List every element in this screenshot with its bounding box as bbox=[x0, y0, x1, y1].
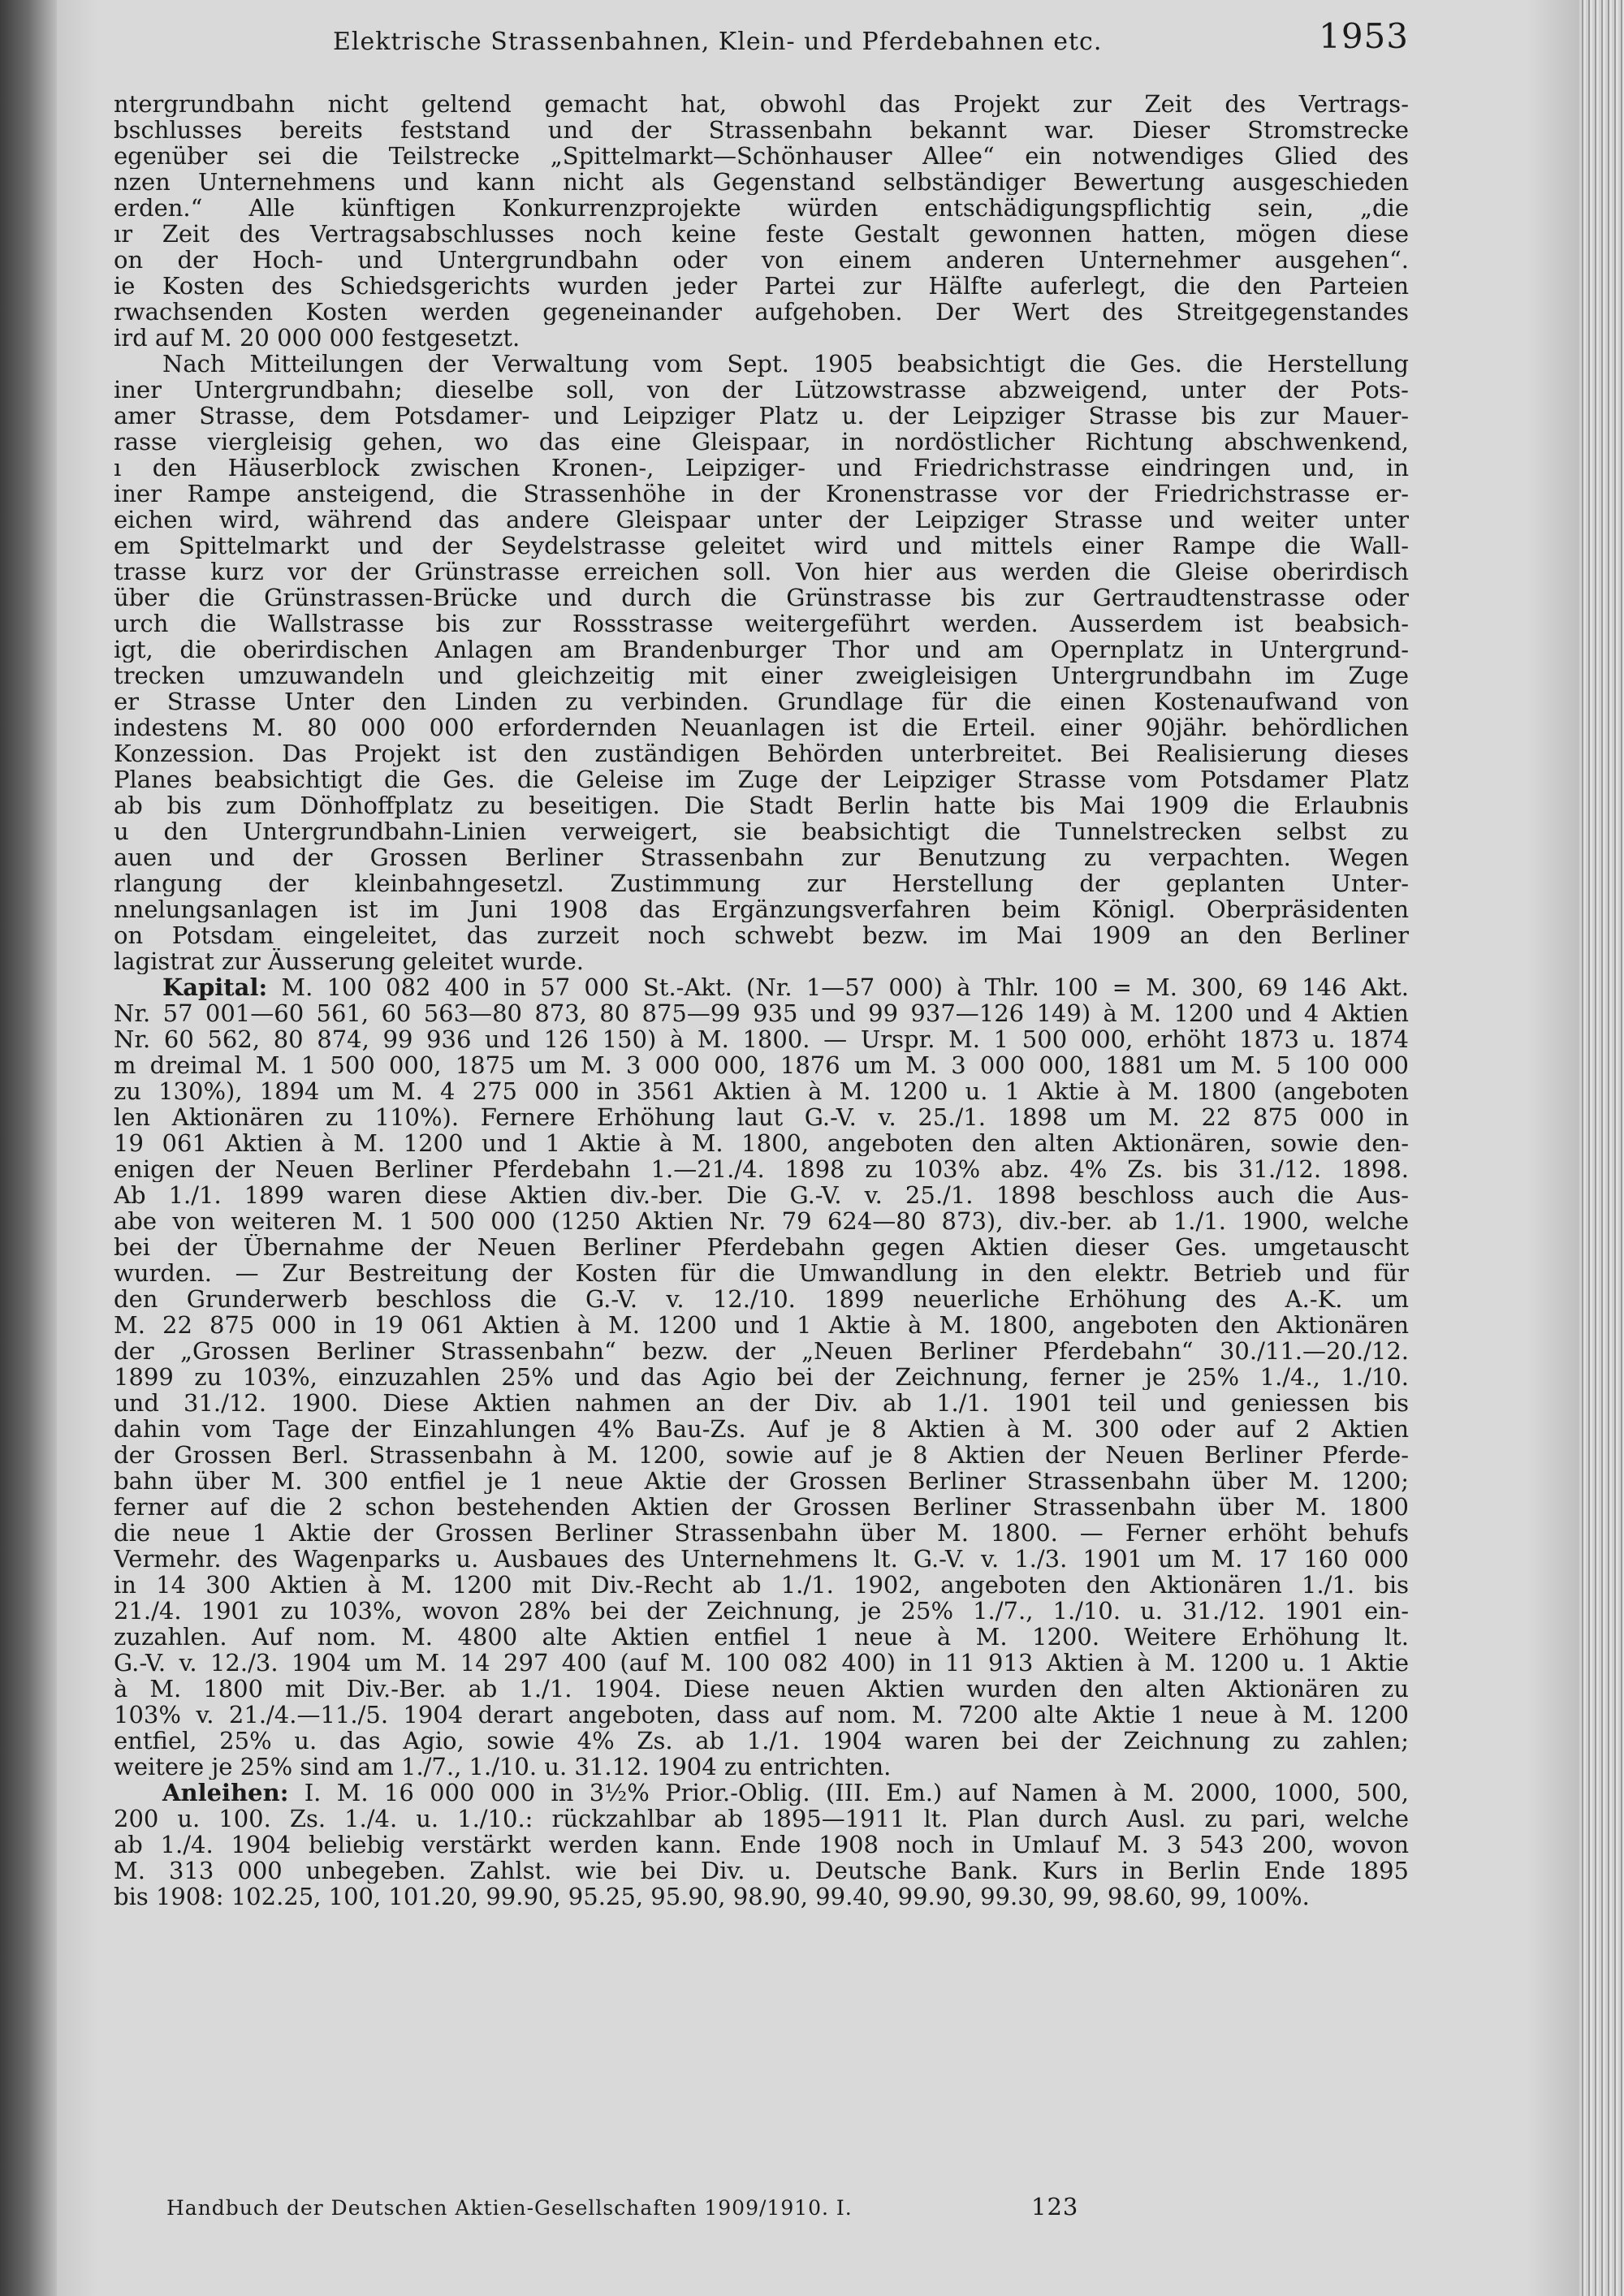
text-line bbox=[114, 1156, 1409, 1182]
text-line bbox=[114, 325, 1409, 351]
line-text: bis 1908: 102.25, 100, 101.20, 99.90, 95.25, 95.90, 98.90, 99.40, 99.90, 99.30, 99, 98.60, 99, 100%. bbox=[114, 1884, 1310, 1910]
page-footer bbox=[166, 2193, 1303, 2220]
line-text: Nr. 57 001—60 561, 60 563—80 873, 80 875—99 935 und 99 937—126 149) à M. 1200 und 4 Aktien bbox=[114, 1000, 1409, 1026]
page-number: 1953 bbox=[1319, 16, 1409, 56]
line-text: trasse kurz vor der Grünstrasse erreichen soll. Von hier aus werden die Gleise oberirdisch bbox=[114, 559, 1409, 585]
line-text: Nach Mitteilungen der Verwaltung vom Sept. 1905 beabsichtigt die Ges. die Herstellung bbox=[162, 351, 1409, 377]
text-line bbox=[114, 1442, 1409, 1468]
text-line bbox=[114, 740, 1409, 766]
line-text: em Spittelmarkt und der Seydelstrasse geleitet wird und mittels einer Rampe die Wall- bbox=[114, 533, 1409, 559]
text-line bbox=[114, 507, 1409, 533]
text-line bbox=[114, 1858, 1409, 1884]
text-line bbox=[114, 1416, 1409, 1442]
text-line bbox=[114, 1598, 1409, 1624]
text-line bbox=[114, 1780, 1409, 1806]
line-text: zuzahlen. Auf nom. M. 4800 alte Aktien entfiel 1 neue à M. 1200. Weitere Erhöhung lt. bbox=[114, 1624, 1409, 1650]
text-line bbox=[114, 792, 1409, 818]
line-text: ie Kosten des Schiedsgerichts wurden jeder Partei zur Hälfte auferlegt, die den Parteien bbox=[114, 273, 1409, 299]
line-text: den Grunderwerb beschloss die G.-V. v. 12./10. 1899 neuerliche Erhöhung des A.-K. um bbox=[114, 1286, 1409, 1312]
text-line bbox=[114, 1104, 1409, 1130]
text-line bbox=[114, 169, 1409, 195]
running-title: Elektrische Strassenbahnen, Klein- und Pferdebahnen etc. bbox=[333, 28, 1103, 56]
text-line bbox=[114, 273, 1409, 299]
text-line bbox=[114, 1546, 1409, 1572]
text-line bbox=[114, 1000, 1409, 1026]
text-line bbox=[114, 1728, 1409, 1754]
text-line bbox=[114, 1234, 1409, 1260]
section-label: Anleihen: bbox=[162, 1780, 289, 1806]
text-line bbox=[114, 1494, 1409, 1520]
line-text: iner Untergrundbahn; dieselbe soll, von der Lützowstrasse abzweigend, unter der Pots- bbox=[114, 377, 1409, 403]
text-line bbox=[114, 1364, 1409, 1390]
text-line bbox=[114, 1676, 1409, 1702]
text-line bbox=[114, 1052, 1409, 1078]
text-line bbox=[114, 1312, 1409, 1338]
line-text: u den Untergrundbahn-Linien verweigert, sie beabsichtigt die Tunnelstrecken selbst zu bbox=[114, 818, 1409, 844]
line-text: Nr. 60 562, 80 874, 99 936 und 126 150) à M. 1800. — Urspr. M. 1 500 000, erhöht 1873 u. 1874 bbox=[114, 1026, 1409, 1052]
line-text: igt, die oberirdischen Anlagen am Brandenburger Thor und am Opernplatz in Untergrund- bbox=[114, 637, 1409, 662]
line-text: und 31./12. 1900. Diese Aktien nahmen an der Div. ab 1./1. 1901 teil und geniessen bis bbox=[114, 1390, 1409, 1416]
line-text: dahin vom Tage der Einzahlungen 4% Bau-Zs. Auf je 8 Aktien à M. 300 oder auf 2 Aktien bbox=[114, 1416, 1409, 1442]
text-line bbox=[114, 429, 1409, 455]
text-line bbox=[114, 1754, 1409, 1780]
text-line bbox=[114, 377, 1409, 403]
text-line bbox=[114, 559, 1409, 585]
text-line bbox=[114, 922, 1409, 948]
line-text: ab bis zum Dönhoffplatz zu beseitigen. Die Stadt Berlin hatte bis Mai 1909 die Erlaubnis bbox=[114, 792, 1409, 818]
line-text: on der Hoch- und Untergrundbahn oder von einem anderen Unternehmer ausgehen“. bbox=[114, 247, 1409, 273]
line-text: bschlusses bereits feststand und der Strassenbahn bekannt war. Dieser Stromstrecke bbox=[114, 117, 1409, 143]
line-text: I. M. 16 000 000 in 3½% Prior.-Oblig. (III. Em.) auf Namen à M. 2000, 1000, 500, bbox=[304, 1780, 1409, 1806]
line-text: amer Strasse, dem Potsdamer- und Leipziger Platz u. der Leipziger Strasse bis zur Mauer- bbox=[114, 403, 1409, 429]
text-line bbox=[114, 1208, 1409, 1234]
line-text: entfiel, 25% u. das Agio, sowie 4% Zs. ab 1./1. 1904 waren bei der Zeichnung zu zahlen; bbox=[114, 1728, 1409, 1754]
book-spine-shadow bbox=[0, 0, 57, 2296]
line-text: 200 u. 100. Zs. 1./4. u. 1./10.: rückzahlbar ab 1895—1911 lt. Plan durch Ausl. zu pari, welche bbox=[114, 1806, 1409, 1832]
line-text: rasse viergleisig gehen, wo das eine Gleispaar, in nordöstlicher Richtung abschwenkend, bbox=[114, 429, 1409, 455]
line-text: indestens M. 80 000 000 erfordernden Neuanlagen ist die Erteil. einer 90jähr. behördlichen bbox=[114, 714, 1409, 740]
line-text: ab 1./4. 1904 beliebig verstärkt werden kann. Ende 1908 noch in Umlauf M. 3 543 200, wovon bbox=[114, 1832, 1409, 1858]
text-line bbox=[114, 1338, 1409, 1364]
line-text: ntergrundbahn nicht geltend gemacht hat, obwohl das Projekt zur Zeit des Vertrags- bbox=[114, 91, 1409, 117]
text-line bbox=[114, 1130, 1409, 1156]
line-text: nnelungsanlagen ist im Juni 1908 das Ergänzungsverfahren beim Königl. Oberpräsidenten bbox=[114, 896, 1409, 922]
line-text: ır Zeit des Vertragsabschlusses noch keine feste Gestalt gewonnen hatten, mögen diese bbox=[114, 221, 1409, 247]
section-label: Kapital: bbox=[162, 974, 268, 1000]
line-text: G.-V. v. 12./3. 1904 um M. 14 297 400 (auf M. 100 082 400) in 11 913 Aktien à M. 1200 u. 1 Aktie bbox=[114, 1650, 1409, 1676]
line-text: M. 100 082 400 in 57 000 St.-Akt. (Nr. 1—57 000) à Thlr. 100 = M. 300, 69 146 Akt. bbox=[281, 974, 1409, 1000]
page-stack-edge bbox=[1579, 0, 1624, 2296]
line-text: trecken umzuwandeln und gleichzeitig mit einer zweigleisigen Untergrundbahn im Zuge bbox=[114, 662, 1409, 688]
line-text: m dreimal M. 1 500 000, 1875 um M. 3 000 000, 1876 um M. 3 000 000, 1881 um M. 5 100 000 bbox=[114, 1052, 1409, 1078]
text-line bbox=[114, 1078, 1409, 1104]
text-line bbox=[114, 766, 1409, 792]
text-line bbox=[114, 1520, 1409, 1546]
text-line bbox=[114, 1572, 1409, 1598]
text-line bbox=[114, 870, 1409, 896]
line-text: 19 061 Aktien à M. 1200 und 1 Aktie à M. 1800, angeboten den alten Aktionären, sowie den- bbox=[114, 1130, 1409, 1156]
line-text: nzen Unternehmens und kann nicht als Gegenstand selbständiger Bewertung ausgeschieden bbox=[114, 169, 1409, 195]
line-text: rlangung der kleinbahngesetzl. Zustimmung zur Herstellung der geplanten Unter- bbox=[114, 870, 1409, 896]
line-text: à M. 1800 mit Div.-Ber. ab 1./1. 1904. Diese neuen Aktien wurden den alten Aktionären zu bbox=[114, 1676, 1409, 1702]
line-text: bahn über M. 300 entfiel je 1 neue Aktie der Grossen Berliner Strassenbahn über M. 1200; bbox=[114, 1468, 1409, 1494]
line-text: abe von weiteren M. 1 500 000 (1250 Aktien Nr. 79 624—80 873), div.-ber. ab 1./1. 1900, welche bbox=[114, 1208, 1409, 1234]
text-line bbox=[114, 585, 1409, 611]
text-line bbox=[114, 1260, 1409, 1286]
text-line bbox=[114, 143, 1409, 169]
text-line bbox=[114, 1884, 1409, 1910]
line-text: zu 130%), 1894 um M. 4 275 000 in 3561 Aktien à M. 1200 u. 1 Aktie à M. 1800 (angeboten bbox=[114, 1078, 1409, 1104]
page-body bbox=[114, 91, 1409, 1910]
line-text: rwachsenden Kosten werden gegeneinander aufgehoben. Der Wert des Streitgegenstandes bbox=[114, 299, 1409, 325]
text-line bbox=[114, 1624, 1409, 1650]
line-text: weitere je 25% sind am 1./7., 1./10. u. 31.12. 1904 zu entrichten. bbox=[114, 1754, 892, 1780]
text-line bbox=[114, 974, 1409, 1000]
line-text: eichen wird, während das andere Gleispaar unter der Leipziger Strasse und weiter unter bbox=[114, 507, 1409, 533]
line-text: len Aktionären zu 110%). Fernere Erhöhung laut G.-V. v. 25./1. 1898 um M. 22 875 000 in bbox=[114, 1104, 1409, 1130]
line-text: M. 22 875 000 in 19 061 Aktien à M. 1200 und 1 Aktie à M. 1800, angeboten den Aktionären bbox=[114, 1312, 1409, 1338]
line-text: auen und der Grossen Berliner Strassenbahn zur Benutzung zu verpachten. Wegen bbox=[114, 844, 1409, 870]
line-text: der „Grossen Berliner Strassenbahn“ bezw. der „Neuen Berliner Pferdebahn“ 30./11.—20./12. bbox=[114, 1338, 1409, 1364]
book-page bbox=[114, 16, 1409, 2273]
text-line bbox=[114, 948, 1409, 974]
text-line bbox=[114, 1702, 1409, 1728]
text-line bbox=[114, 195, 1409, 221]
line-text: Planes beabsichtigt die Ges. die Geleise im Zuge der Leipziger Strasse vom Potsdamer Platz bbox=[114, 766, 1409, 792]
line-text: Konzession. Das Projekt ist den zuständigen Behörden unterbreitet. Bei Realisierung dieses bbox=[114, 740, 1409, 766]
footer-text: Handbuch der Deutschen Aktien-Gesellschaften 1909/1910. I. bbox=[166, 2196, 853, 2220]
text-line bbox=[114, 1390, 1409, 1416]
text-line bbox=[114, 818, 1409, 844]
line-text: ı den Häuserblock zwischen Kronen-, Leipziger- und Friedrichstrasse eindringen und, in bbox=[114, 455, 1409, 481]
line-text: in 14 300 Aktien à M. 1200 mit Div.-Recht ab 1./1. 1902, angeboten den Aktionären 1./1. bis bbox=[114, 1572, 1409, 1598]
text-line bbox=[114, 1468, 1409, 1494]
line-text: on Potsdam eingeleitet, das zurzeit noch schwebt bezw. im Mai 1909 an den Berliner bbox=[114, 922, 1409, 948]
text-line bbox=[114, 714, 1409, 740]
text-line bbox=[114, 299, 1409, 325]
text-line bbox=[114, 896, 1409, 922]
text-line bbox=[114, 403, 1409, 429]
line-text: über die Grünstrassen-Brücke und durch die Grünstrasse bis zur Gertraudtenstrasse oder bbox=[114, 585, 1409, 611]
line-text: ferner auf die 2 schon bestehenden Aktien der Grossen Berliner Strassenbahn über M. 1800 bbox=[114, 1494, 1409, 1520]
line-text: wurden. — Zur Bestreitung der Kosten für die Umwandlung in den elektr. Betrieb und für bbox=[114, 1260, 1409, 1286]
line-text: der Grossen Berl. Strassenbahn à M. 1200, sowie auf je 8 Aktien der Neuen Berliner Pferde- bbox=[114, 1442, 1409, 1468]
text-line bbox=[114, 455, 1409, 481]
text-line bbox=[114, 481, 1409, 507]
running-header bbox=[114, 16, 1409, 73]
line-text: 21./4. 1901 zu 103%, wovon 28% bei der Zeichnung, je 25% 1./7., 1./10. u. 31./12. 1901 ein- bbox=[114, 1598, 1409, 1624]
line-text: er Strasse Unter den Linden zu verbinden. Grundlage für die einen Kostenaufwand von bbox=[114, 688, 1409, 714]
line-text: iner Rampe ansteigend, die Strassenhöhe in der Kronenstrasse vor der Friedrichstrasse er- bbox=[114, 481, 1409, 507]
text-line bbox=[114, 637, 1409, 662]
line-text: erden.“ Alle künftigen Konkurrenzprojekte würden entschädigungspflichtig sein, „die bbox=[114, 195, 1409, 221]
text-line bbox=[114, 688, 1409, 714]
line-text: lagistrat zur Äusserung geleitet wurde. bbox=[114, 948, 584, 974]
text-line bbox=[114, 1650, 1409, 1676]
line-text: urch die Wallstrasse bis zur Rossstrasse weitergeführt werden. Ausserdem ist beabsich- bbox=[114, 611, 1409, 637]
text-line bbox=[114, 533, 1409, 559]
line-text: ird auf M. 20 000 000 festgesetzt. bbox=[114, 325, 520, 351]
text-line bbox=[114, 351, 1409, 377]
line-text: 1899 zu 103%, einzuzahlen 25% und das Agio bei der Zeichnung, ferner je 25% 1./4., 1./10. bbox=[114, 1364, 1409, 1390]
line-text: Ab 1./1. 1899 waren diese Aktien div.-ber. Die G.-V. v. 25./1. 1898 beschloss auch die Aus- bbox=[114, 1182, 1409, 1208]
text-line bbox=[114, 1286, 1409, 1312]
text-line bbox=[114, 662, 1409, 688]
line-text: enigen der Neuen Berliner Pferdebahn 1.—21./4. 1898 zu 103% abz. 4% Zs. bis 31./12. 1898. bbox=[114, 1156, 1409, 1182]
text-line bbox=[114, 844, 1409, 870]
line-text: M. 313 000 unbegeben. Zahlst. wie bei Div. u. Deutsche Bank. Kurs in Berlin Ende 1895 bbox=[114, 1858, 1409, 1884]
text-line bbox=[114, 247, 1409, 273]
text-line bbox=[114, 221, 1409, 247]
line-text: egenüber sei die Teilstrecke „Spittelmarkt—Schönhauser Allee“ ein notwendiges Glied des bbox=[114, 143, 1409, 169]
line-text: die neue 1 Aktie der Grossen Berliner Strassenbahn über M. 1800. — Ferner erhöht behufs bbox=[114, 1520, 1409, 1546]
line-text: bei der Übernahme der Neuen Berliner Pferdebahn gegen Aktien dieser Ges. umgetauscht bbox=[114, 1234, 1409, 1260]
line-text: 103% v. 21./4.—11./5. 1904 derart angeboten, dass auf nom. M. 7200 alte Aktie 1 neue à M. 1200 bbox=[114, 1702, 1409, 1728]
text-line bbox=[114, 1832, 1409, 1858]
text-line bbox=[114, 1182, 1409, 1208]
text-line bbox=[114, 1806, 1409, 1832]
line-text: Vermehr. des Wagenparks u. Ausbaues des Unternehmens lt. G.-V. v. 1./3. 1901 um M. 17 160 000 bbox=[114, 1546, 1409, 1572]
text-line bbox=[114, 117, 1409, 143]
signature-mark: 123 bbox=[1031, 2193, 1079, 2220]
text-line bbox=[114, 91, 1409, 117]
text-line bbox=[114, 1026, 1409, 1052]
text-line bbox=[114, 611, 1409, 637]
